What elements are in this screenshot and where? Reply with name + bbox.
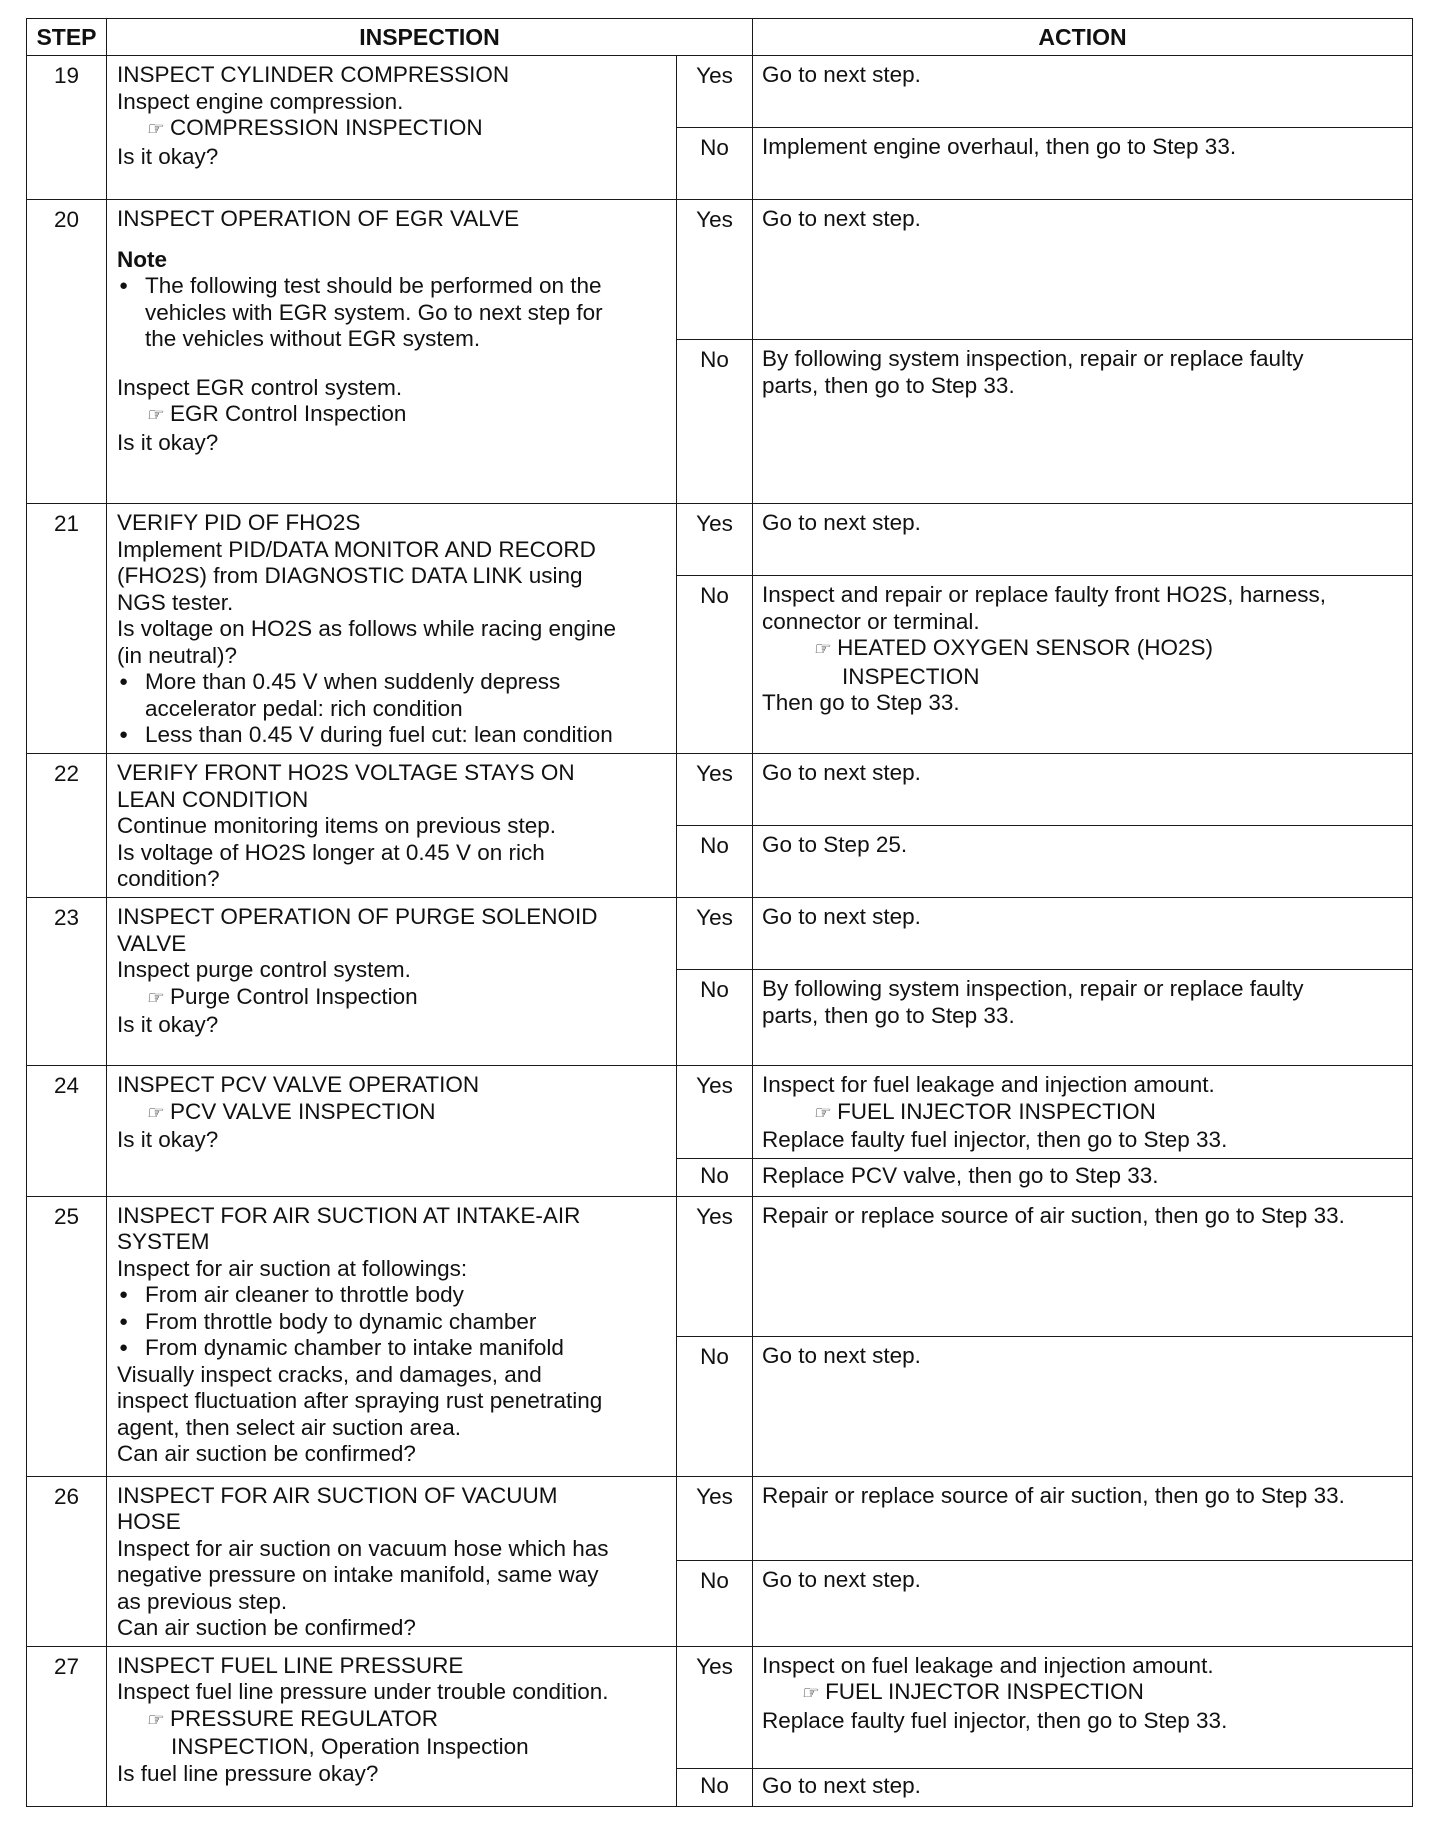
inspection-cell: INSPECT OPERATION OF PURGE SOLENOID VALVE Inspect purge control system. ☞ Purge Control Inspection Is it okay? — [107, 898, 677, 1066]
yes-action: Go to next step. — [753, 754, 1413, 826]
inspection-cell: INSPECT FOR AIR SUCTION AT INTAKE-AIR SYSTEM Inspect for air suction at followings: ● From air cleaner to throttle body ● From throttle body to dynamic chamber ● From dynamic chamber to intake manifold Visually inspect cracks, and damages, and inspect fluctuation after spraying rust penetrating agent, then select air suction area. Can air suction be confirmed? — [107, 1196, 677, 1476]
pointing-hand-icon: ☞ — [145, 987, 167, 1009]
yes-action: Go to next step. — [753, 200, 1413, 340]
yes-action: Go to next step. — [753, 504, 1413, 576]
pointing-hand-icon: ☞ — [145, 1709, 167, 1731]
no-action: Go to next step. — [753, 1768, 1413, 1806]
no-label: No — [677, 128, 753, 200]
pointing-hand-icon: ☞ — [812, 1102, 834, 1124]
table-header-row — [27, 19, 1413, 56]
inspection-column-header: INSPECTION — [107, 19, 753, 56]
inspection-title: INSPECT FOR AIR SUCTION OF VACUUM — [117, 1482, 558, 1508]
yes-action: Go to next step. — [753, 56, 1413, 128]
step-number: 19 — [27, 56, 107, 200]
yes-label: Yes — [677, 1066, 753, 1159]
yes-label: Yes — [677, 56, 753, 128]
no-label: No — [677, 826, 753, 898]
yes-action: Go to next step. — [753, 898, 1413, 970]
reference-link[interactable]: ☞ HEATED OXYGEN SENSOR (HO2S) — [762, 635, 1402, 664]
table-row — [27, 754, 1413, 826]
list-item: ● From dynamic chamber to intake manifold — [117, 1335, 666, 1362]
yes-label: Yes — [677, 200, 753, 340]
step-number: 26 — [27, 1476, 107, 1646]
pointing-hand-icon: ☞ — [812, 639, 834, 660]
diagnostic-table — [26, 18, 1413, 1807]
inspection-cell: VERIFY FRONT HO2S VOLTAGE STAYS ON LEAN CONDITION Continue monitoring items on previous step. Is voltage of HO2S longer at 0.45 V on rich condition? — [107, 754, 677, 898]
reference-link[interactable]: ☞ COMPRESSION INSPECTION — [117, 115, 666, 144]
reference-link[interactable]: ☞ FUEL INJECTOR INSPECTION — [762, 1679, 1402, 1708]
yes-action: Repair or replace source of air suction, then go to Step 33. — [753, 1476, 1413, 1560]
yes-label: Yes — [677, 1646, 753, 1768]
note-title: Note — [117, 246, 167, 272]
pointing-hand-icon: ☞ — [145, 1102, 167, 1124]
yes-label: Yes — [677, 504, 753, 576]
reference-link[interactable]: ☞ EGR Control Inspection — [117, 401, 666, 430]
list-item: ● From throttle body to dynamic chamber — [117, 1309, 666, 1336]
yes-action: Inspect for fuel leakage and injection amount. ☞ FUEL INJECTOR INSPECTION Replace faulty fuel injector, then go to Step 33. — [753, 1066, 1413, 1159]
step-number: 25 — [27, 1196, 107, 1476]
table-row — [27, 1476, 1413, 1560]
no-label: No — [677, 340, 753, 504]
reference-link[interactable]: ☞ Purge Control Inspection — [117, 984, 666, 1013]
no-action: Replace PCV valve, then go to Step 33. — [753, 1158, 1413, 1196]
no-action: Inspect and repair or replace faulty front HO2S, harness, connector or terminal. ☞ HEATED OXYGEN SENSOR (HO2S) INSPECTION Then go to Step 33. — [753, 576, 1413, 754]
inspection-title: VERIFY PID OF FHO2S — [117, 510, 361, 535]
inspection-cell — [107, 1066, 677, 1197]
no-label: No — [677, 1768, 753, 1806]
yes-action: Repair or replace source of air suction, then go to Step 33. — [753, 1196, 1413, 1336]
inspection-title: INSPECT OPERATION OF EGR VALVE — [117, 206, 520, 231]
inspection-question: Is it okay? — [117, 1127, 219, 1152]
no-label: No — [677, 1560, 753, 1646]
reference-link[interactable]: ☞ PRESSURE REGULATOR — [117, 1706, 666, 1735]
diagnostic-procedure-sheet — [26, 18, 1412, 1807]
step-number: 24 — [27, 1066, 107, 1197]
no-action: Implement engine overhaul, then go to Step 33. — [753, 128, 1413, 200]
table-row — [27, 504, 1413, 576]
yes-label: Yes — [677, 898, 753, 970]
inspection-title: INSPECT PCV VALVE OPERATION — [117, 1072, 480, 1097]
no-action: Go to next step. — [753, 1336, 1413, 1476]
table-row — [27, 898, 1413, 970]
step-number: 20 — [27, 200, 107, 504]
inspection-question: Is it okay? — [117, 1012, 219, 1037]
inspection-question: Can air suction be confirmed? — [117, 1441, 416, 1466]
yes-label: Yes — [677, 1196, 753, 1336]
no-action: Go to Step 25. — [753, 826, 1413, 898]
inspection-title: INSPECT CYLINDER COMPRESSION — [117, 62, 510, 87]
inspection-title: INSPECT FOR AIR SUCTION AT INTAKE-AIR — [117, 1202, 581, 1228]
table-row — [27, 1196, 1413, 1336]
step-number: 23 — [27, 898, 107, 1066]
yes-action: Inspect on fuel leakage and injection amount. ☞ FUEL INJECTOR INSPECTION Replace faulty fuel injector, then go to Step 33. — [753, 1646, 1413, 1768]
list-item: ● More than 0.45 V when suddenly depress — [117, 669, 666, 696]
table-row — [27, 1066, 1413, 1159]
inspection-cell: INSPECT CYLINDER COMPRESSION Inspect engine compression. ☞ COMPRESSION INSPECTION Is it okay? — [107, 56, 677, 200]
pointing-hand-icon: ☞ — [800, 1683, 822, 1704]
inspection-cell: VERIFY PID OF FHO2S Implement PID/DATA MONITOR AND RECORD (FHO2S) from DIAGNOSTIC DATA LINK using NGS tester. Is voltage on HO2S as follows while racing engine (in neutral)? ● More than 0.45 V when suddenly depress accelerator pedal: rich condition ● Less than 0.45 V during fuel cut: lean condition — [107, 504, 677, 754]
action-column-header: ACTION — [753, 19, 1413, 56]
no-label: No — [677, 970, 753, 1066]
no-label: No — [677, 1158, 753, 1196]
step-number: 21 — [27, 504, 107, 754]
inspection-cell: INSPECT OPERATION OF EGR VALVE Note ● The following test should be performed on the vehicles with EGR system. Go to next step for the vehicles without EGR system. Inspect EGR control system. ☞ EGR Control Inspection Is it okay? — [107, 200, 677, 504]
no-action: By following system inspection, repair or replace faulty parts, then go to Step 33. — [753, 970, 1413, 1066]
inspection-question: Is it okay? — [117, 429, 219, 455]
yes-label: Yes — [677, 754, 753, 826]
pointing-hand-icon: ☞ — [145, 405, 167, 426]
table-row — [27, 200, 1413, 340]
table-row — [27, 1646, 1413, 1768]
table-row — [27, 56, 1413, 128]
pointing-hand-icon: ☞ — [145, 119, 167, 140]
inspection-title: INSPECT OPERATION OF PURGE SOLENOID — [117, 904, 598, 929]
inspection-title: VERIFY FRONT HO2S VOLTAGE STAYS ON — [117, 760, 575, 785]
reference-link[interactable]: ☞ PCV VALVE INSPECTION — [117, 1099, 666, 1128]
no-label: No — [677, 576, 753, 754]
step-number: 27 — [27, 1646, 107, 1806]
inspection-question: Can air suction be confirmed? — [117, 1615, 416, 1640]
no-action: By following system inspection, repair or replace faulty parts, then go to Step 33. — [753, 340, 1413, 504]
yes-label: Yes — [677, 1476, 753, 1560]
inspection-cell: INSPECT FOR AIR SUCTION OF VACUUM HOSE Inspect for air suction on vacuum hose which has negative pressure on intake manifold, same way as previous step. Can air suction be confirmed? — [107, 1476, 677, 1646]
inspection-question: Is it okay? — [117, 143, 219, 169]
no-label: No — [677, 1336, 753, 1476]
list-item: ● From air cleaner to throttle body — [117, 1282, 666, 1309]
note-bullet: ● The following test should be performed on the — [117, 273, 666, 300]
step-column-header: STEP — [27, 19, 107, 56]
inspection-title: INSPECT FUEL LINE PRESSURE — [117, 1652, 464, 1678]
inspection-cell: INSPECT FUEL LINE PRESSURE Inspect fuel line pressure under trouble condition. ☞ PRESSURE REGULATOR INSPECTION, Operation Inspection Is fuel line pressure okay? — [107, 1646, 677, 1806]
inspection-question: Is fuel line pressure okay? — [117, 1760, 379, 1786]
list-item: ● Less than 0.45 V during fuel cut: lean condition — [117, 722, 666, 749]
step-number: 22 — [27, 754, 107, 898]
reference-link[interactable]: ☞ FUEL INJECTOR INSPECTION — [762, 1099, 1402, 1128]
no-action: Go to next step. — [753, 1560, 1413, 1646]
